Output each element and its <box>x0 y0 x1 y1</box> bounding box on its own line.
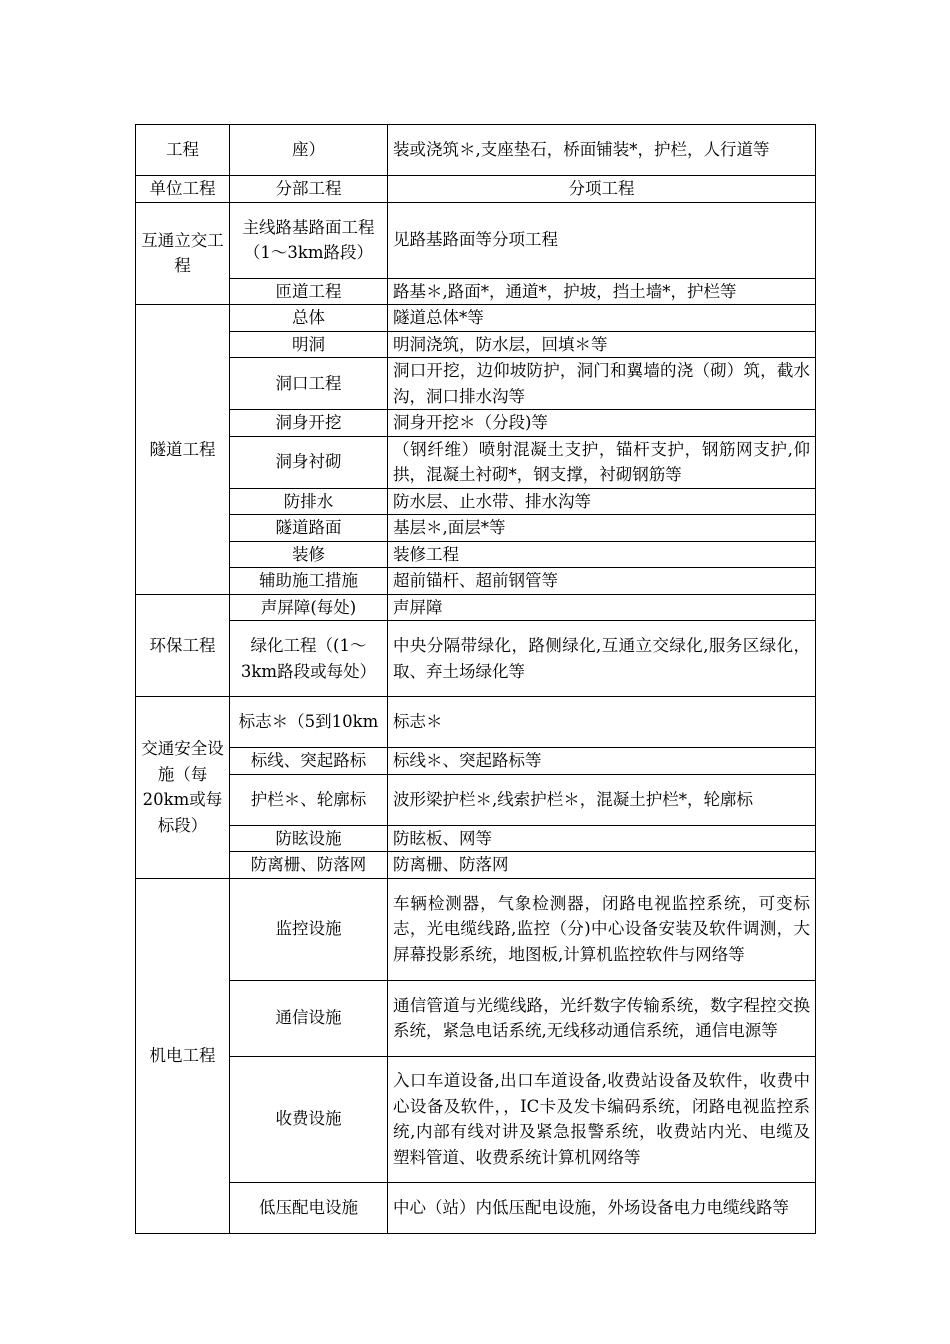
division-cell: 洞身开挖 <box>230 410 388 437</box>
division-cell: 防离栅、防落网 <box>230 852 388 879</box>
division-cell: 通信设施 <box>230 980 388 1056</box>
item-cell: 波形梁护栏＊,线索护栏＊，混凝土护栏*，轮廓标 <box>388 774 816 825</box>
header-item: 分项工程 <box>388 176 816 203</box>
division-cell: 防排水 <box>230 488 388 515</box>
unit-cell: 工程 <box>136 125 230 176</box>
item-cell: 基层＊,面层*等 <box>388 515 816 542</box>
division-cell: 监控设施 <box>230 878 388 980</box>
table-row <box>136 125 816 176</box>
item-cell: 见路基路面等分项工程 <box>388 202 816 278</box>
table-row <box>136 1056 816 1182</box>
table-row <box>136 594 816 621</box>
division-cell: 匝道工程 <box>230 278 388 305</box>
table-row <box>136 331 816 358</box>
item-cell: 明洞浇筑，防水层，回填＊等 <box>388 331 816 358</box>
engineering-division-table <box>135 124 816 1234</box>
item-cell: 隧道总体*等 <box>388 305 816 332</box>
division-cell: 明洞 <box>230 331 388 358</box>
table-row <box>136 488 816 515</box>
table-row <box>136 515 816 542</box>
item-cell: 通信管道与光缆线路，光纤数字传输系统，数字程控交换系统，紧急电话系统,无线移动通信系统，通信电源等 <box>388 980 816 1056</box>
division-cell: 洞身衬砌 <box>230 436 388 488</box>
header-division: 分部工程 <box>230 176 388 203</box>
item-cell: 声屏障 <box>388 594 816 621</box>
table-row <box>136 852 816 879</box>
item-cell: 标志＊ <box>388 697 816 748</box>
division-cell: 座） <box>230 125 388 176</box>
item-cell: 装修工程 <box>388 541 816 568</box>
unit-cell: 交通安全设施（每20km或每标段） <box>136 697 230 879</box>
division-cell: 护栏＊、轮廓标 <box>230 774 388 825</box>
item-cell: 防水层、止水带、排水沟等 <box>388 488 816 515</box>
division-cell: 标线、突起路标 <box>230 748 388 775</box>
table-row <box>136 621 816 697</box>
table-row <box>136 980 816 1056</box>
division-cell: 收费设施 <box>230 1056 388 1182</box>
division-cell: 隧道路面 <box>230 515 388 542</box>
division-cell: 总体 <box>230 305 388 332</box>
table-row <box>136 878 816 980</box>
item-cell: 路基＊,路面*，通道*，护坡，挡土墙*，护栏等 <box>388 278 816 305</box>
item-cell: 中央分隔带绿化，路侧绿化,互通立交绿化,服务区绿化，取、弃土场绿化等 <box>388 621 816 697</box>
item-cell: 标线＊、突起路标等 <box>388 748 816 775</box>
table-row <box>136 1182 816 1233</box>
item-cell: （钢纤维）喷射混凝土支护，锚杆支护，钢筋网支护,仰拱，混凝土衬砌*，钢支撑，衬砌钢筋等 <box>388 436 816 488</box>
division-cell: 绿化工程（(1～3km路段或每处） <box>230 621 388 697</box>
division-cell: 辅助施工措施 <box>230 568 388 595</box>
table-row <box>136 697 816 748</box>
unit-cell: 机电工程 <box>136 878 230 1233</box>
item-cell: 装或浇筑＊,支座垫石，桥面铺装*，护栏，人行道等 <box>388 125 816 176</box>
division-cell: 声屏障(每处) <box>230 594 388 621</box>
table-row <box>136 278 816 305</box>
unit-cell: 互通立交工程 <box>136 202 230 305</box>
item-cell: 入口车道设备,出口车道设备,收费站设备及软件，收费中心设备及软件，，IC卡及发卡编码系统，闭路电视监控系统,内部有线对讲及紧急报警系统，收费站内光、电缆及塑料管道、收费系统计算机网络等 <box>388 1056 816 1182</box>
division-cell: 装修 <box>230 541 388 568</box>
division-cell: 洞口工程 <box>230 358 388 410</box>
table-row <box>136 825 816 852</box>
unit-cell: 环保工程 <box>136 594 230 697</box>
table-row <box>136 436 816 488</box>
item-cell: 中心（站）内低压配电设施，外场设备电力电缆线路等 <box>388 1182 816 1233</box>
table-row <box>136 748 816 775</box>
table-header-row <box>136 176 816 203</box>
item-cell: 洞口开挖，边仰坡防护，洞门和翼墙的浇（砌）筑，截水沟，洞口排水沟等 <box>388 358 816 410</box>
table-row <box>136 202 816 278</box>
table-row <box>136 358 816 410</box>
item-cell: 车辆检测器，气象检测器，闭路电视监控系统，可变标志，光电缆线路,监控（分)中心设备安装及软件调测，大屏幕投影系统，地图板,计算机监控软件与网络等 <box>388 878 816 980</box>
item-cell: 洞身开挖＊（分段)等 <box>388 410 816 437</box>
item-cell: 防眩板、网等 <box>388 825 816 852</box>
item-cell: 防离栅、防落网 <box>388 852 816 879</box>
table-row <box>136 410 816 437</box>
table-row <box>136 541 816 568</box>
division-cell: 防眩设施 <box>230 825 388 852</box>
table-row <box>136 774 816 825</box>
division-cell: 标志＊（5到10km <box>230 697 388 748</box>
header-unit: 单位工程 <box>136 176 230 203</box>
division-cell: 主线路基路面工程（1～3km路段） <box>230 202 388 278</box>
table-row <box>136 305 816 332</box>
table-row <box>136 568 816 595</box>
item-cell: 超前锚杆、超前钢管等 <box>388 568 816 595</box>
unit-cell: 隧道工程 <box>136 305 230 595</box>
division-cell: 低压配电设施 <box>230 1182 388 1233</box>
